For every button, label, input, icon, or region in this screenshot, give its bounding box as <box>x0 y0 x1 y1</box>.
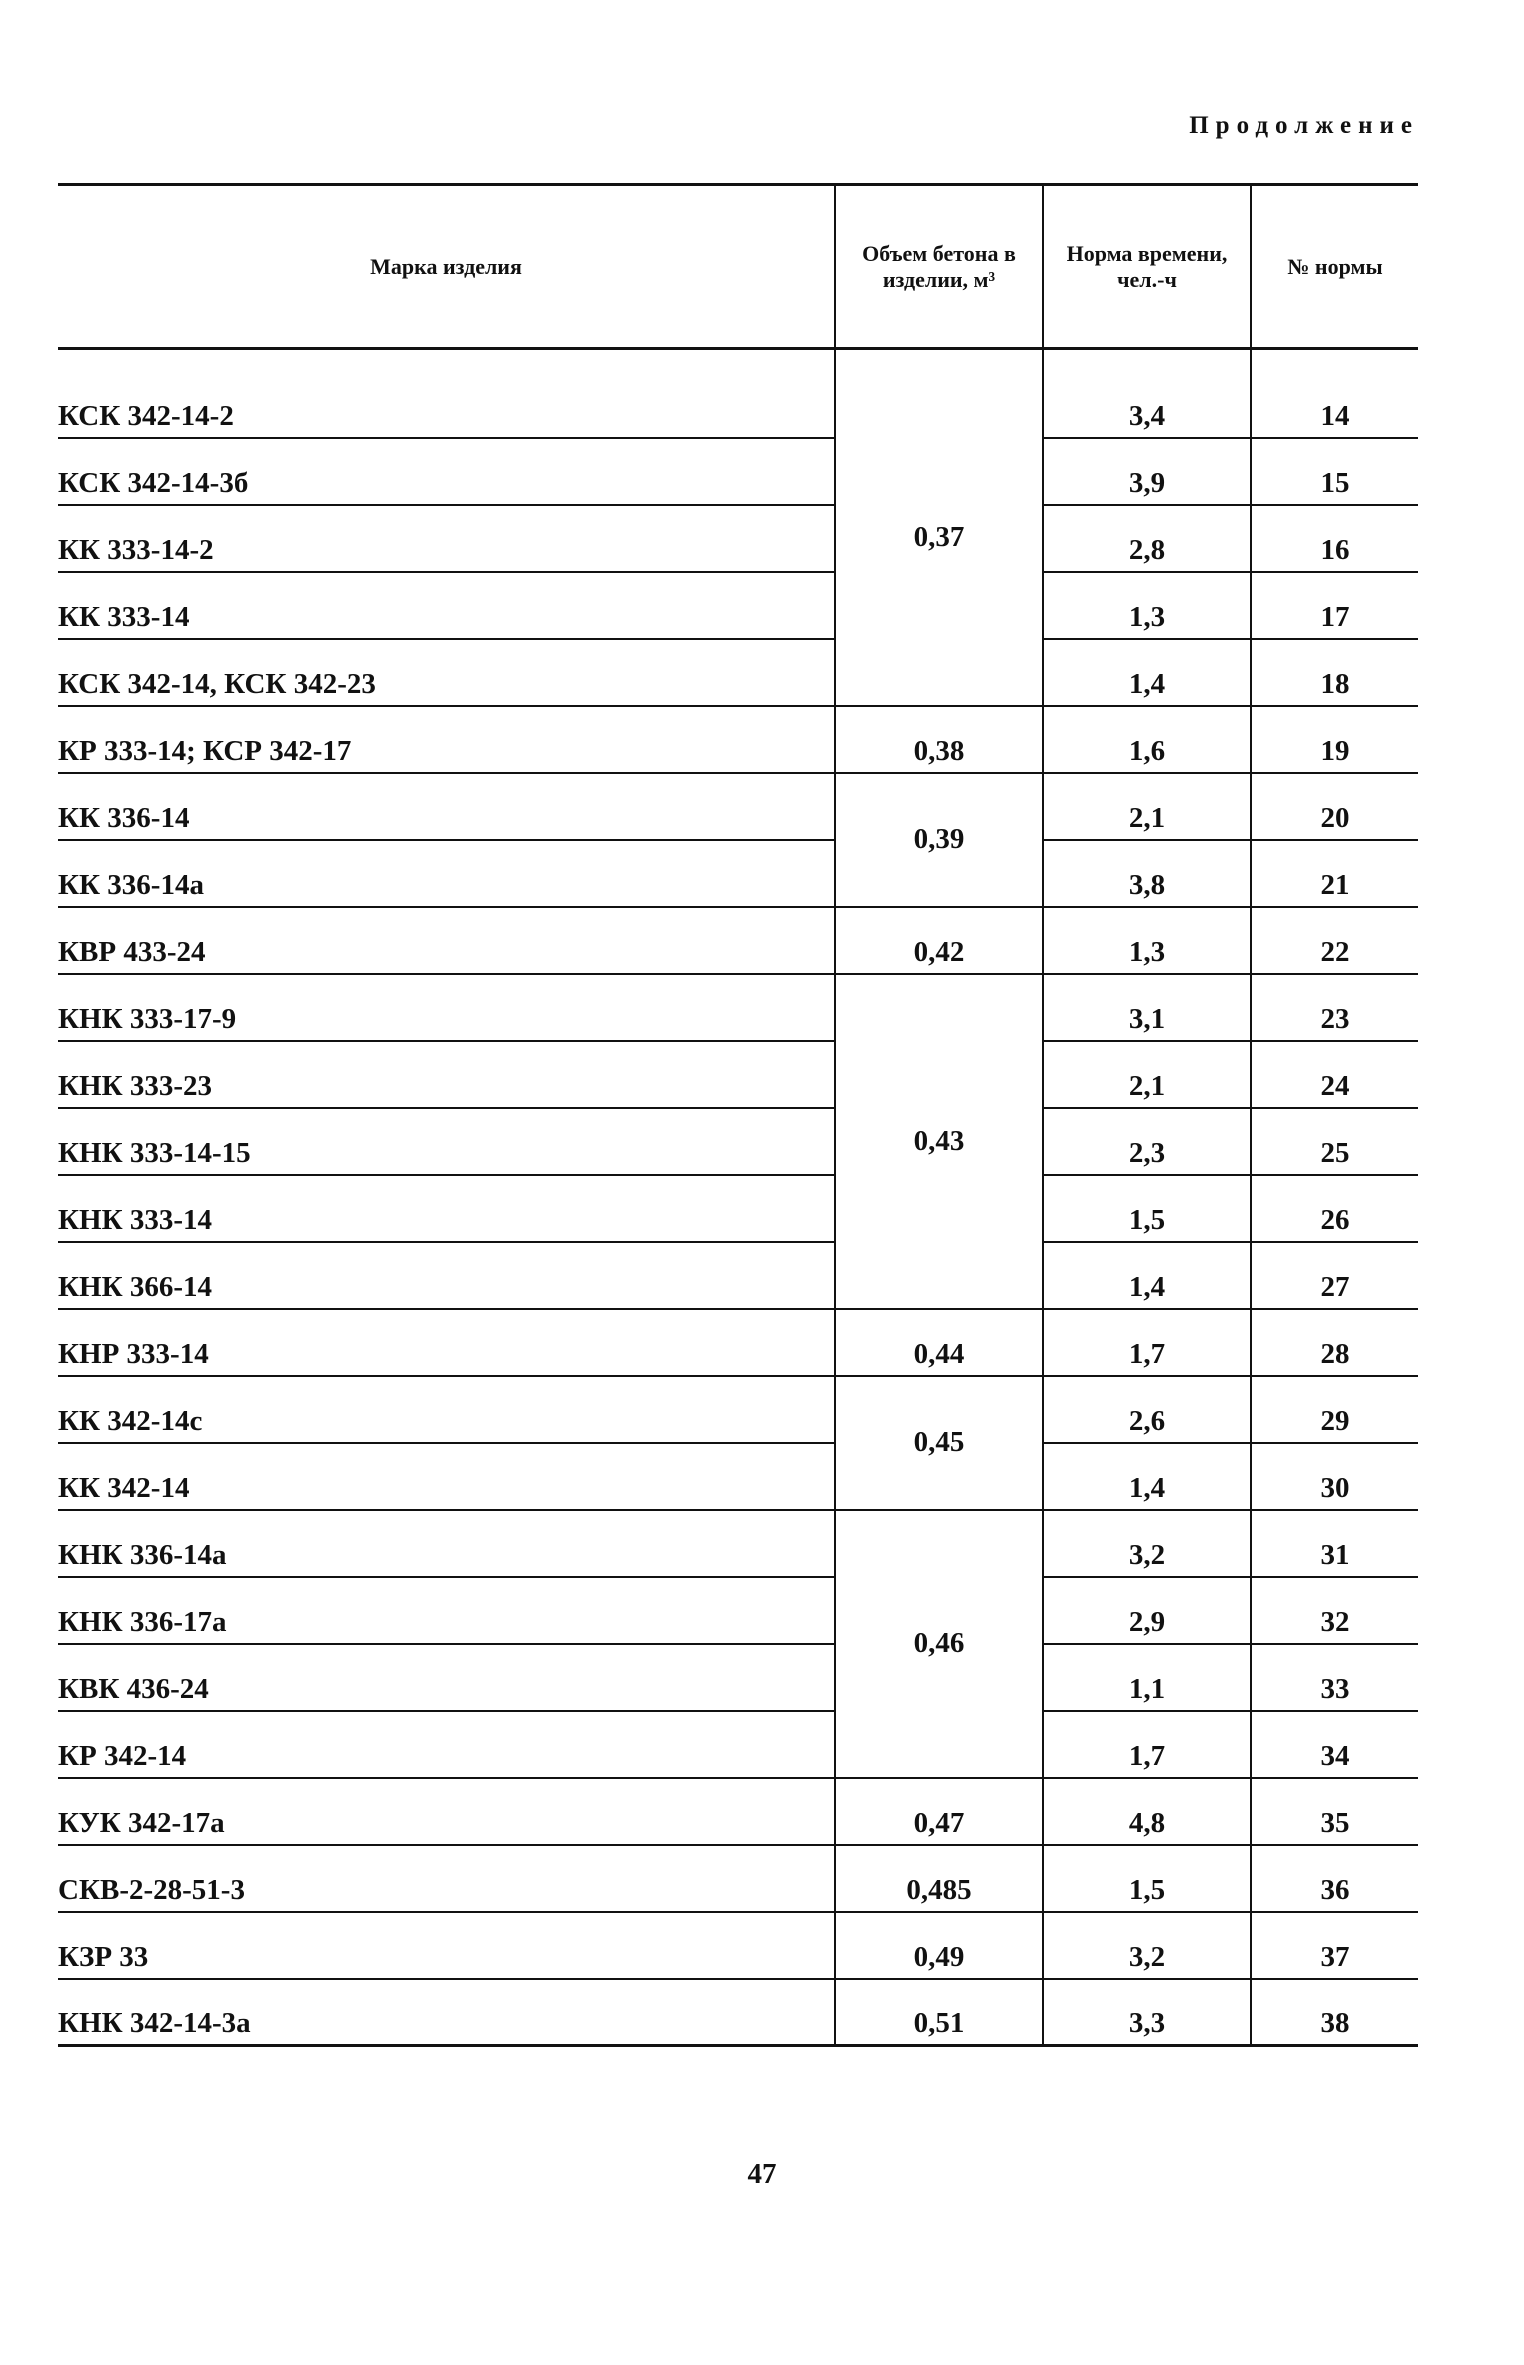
cell-norm-number: 31 <box>1251 1510 1418 1577</box>
cell-norm-number: 33 <box>1251 1644 1418 1711</box>
header-norm-number: № нормы <box>1251 185 1418 349</box>
cell-norm-number: 28 <box>1251 1309 1418 1376</box>
table-body <box>58 349 1418 2046</box>
cell-volume: 0,39 <box>835 773 1043 907</box>
cell-mark: КСК 342-14-2 <box>58 371 835 438</box>
cell-mark: КСК 342-14, КСК 342-23 <box>58 639 835 706</box>
cell-time-norm: 1,5 <box>1043 1845 1251 1912</box>
cell-mark: КНК 336-14а <box>58 1510 835 1577</box>
cell-volume: 0,42 <box>835 907 1043 974</box>
header-volume: Объем бетона в изделии, м³ <box>835 185 1043 349</box>
cell-mark: КНК 333-17-9 <box>58 974 835 1041</box>
cell-norm-number: 23 <box>1251 974 1418 1041</box>
cell-time-norm: 1,7 <box>1043 1711 1251 1778</box>
table-row <box>58 1644 1418 1711</box>
cell-time-norm: 2,1 <box>1043 773 1251 840</box>
table-row <box>58 572 1418 639</box>
cell-norm-number: 18 <box>1251 639 1418 706</box>
cell-volume: 0,44 <box>835 1309 1043 1376</box>
header-mark: Марка изделия <box>58 185 835 349</box>
table-row <box>58 1979 1418 2046</box>
cell-norm-number: 35 <box>1251 1778 1418 1845</box>
cell-mark: КК 336-14а <box>58 840 835 907</box>
cell-volume: 0,51 <box>835 1979 1043 2046</box>
page-number: 47 <box>747 2158 777 2190</box>
cell-time-norm: 1,7 <box>1043 1309 1251 1376</box>
cell-mark: КУК 342-17а <box>58 1778 835 1845</box>
cell-mark: КНК 333-14 <box>58 1175 835 1242</box>
cell-mark: КК 333-14-2 <box>58 505 835 572</box>
cell-time-norm: 3,4 <box>1043 371 1251 438</box>
table-row <box>58 371 1418 438</box>
table-row <box>58 773 1418 840</box>
cell-norm-number: 36 <box>1251 1845 1418 1912</box>
cell-time-norm: 1,5 <box>1043 1175 1251 1242</box>
table-row <box>58 1577 1418 1644</box>
cell-mark: КНК 342-14-3а <box>58 1979 835 2046</box>
cell-time-norm: 4,8 <box>1043 1778 1251 1845</box>
cell-norm-number: 21 <box>1251 840 1418 907</box>
cell-time-norm: 1,3 <box>1043 907 1251 974</box>
cell-volume: 0,47 <box>835 1778 1043 1845</box>
cell-time-norm: 3,8 <box>1043 840 1251 907</box>
cell-time-norm: 2,3 <box>1043 1108 1251 1175</box>
cell-time-norm: 2,1 <box>1043 1041 1251 1108</box>
cell-mark: КЗР 33 <box>58 1912 835 1979</box>
cell-mark: КР 342-14 <box>58 1711 835 1778</box>
cell-time-norm: 2,8 <box>1043 505 1251 572</box>
cell-norm-number: 25 <box>1251 1108 1418 1175</box>
cell-mark: КСК 342-14-3б <box>58 438 835 505</box>
cell-mark: КНК 333-23 <box>58 1041 835 1108</box>
cell-volume: 0,43 <box>835 974 1043 1309</box>
cell-norm-number: 27 <box>1251 1242 1418 1309</box>
table-row <box>58 974 1418 1041</box>
table-row <box>58 1108 1418 1175</box>
cell-norm-number: 16 <box>1251 505 1418 572</box>
cell-mark: КК 336-14 <box>58 773 835 840</box>
cell-time-norm: 3,2 <box>1043 1912 1251 1979</box>
cell-mark: КВК 436-24 <box>58 1644 835 1711</box>
cell-time-norm: 3,9 <box>1043 438 1251 505</box>
cell-norm-number: 26 <box>1251 1175 1418 1242</box>
table-row <box>58 840 1418 907</box>
cell-norm-number: 22 <box>1251 907 1418 974</box>
cell-time-norm: 2,9 <box>1043 1577 1251 1644</box>
cell-mark: КНР 333-14 <box>58 1309 835 1376</box>
cell-norm-number: 30 <box>1251 1443 1418 1510</box>
table-row <box>58 438 1418 505</box>
cell-time-norm: 1,4 <box>1043 1443 1251 1510</box>
cell-mark: КК 342-14с <box>58 1376 835 1443</box>
header-spacer-row <box>58 349 1418 371</box>
cell-time-norm: 1,1 <box>1043 1644 1251 1711</box>
cell-norm-number: 14 <box>1251 371 1418 438</box>
cell-mark: КК 333-14 <box>58 572 835 639</box>
header-time-norm: Норма времени, чел.-ч <box>1043 185 1251 349</box>
table-row <box>58 1175 1418 1242</box>
cell-norm-number: 15 <box>1251 438 1418 505</box>
table-header <box>58 185 1418 349</box>
cell-time-norm: 3,2 <box>1043 1510 1251 1577</box>
continuation-label: Продолжение <box>1189 112 1419 139</box>
cell-mark: КР 333-14; КСР 342-17 <box>58 706 835 773</box>
cell-norm-number: 32 <box>1251 1577 1418 1644</box>
table-row <box>58 706 1418 773</box>
cell-time-norm: 1,4 <box>1043 639 1251 706</box>
cell-volume: 0,485 <box>835 1845 1043 1912</box>
cell-time-norm: 3,1 <box>1043 974 1251 1041</box>
cell-norm-number: 37 <box>1251 1912 1418 1979</box>
cell-mark: КНК 333-14-15 <box>58 1108 835 1175</box>
table-row <box>58 1510 1418 1577</box>
cell-norm-number: 17 <box>1251 572 1418 639</box>
table-row <box>58 1309 1418 1376</box>
cell-norm-number: 34 <box>1251 1711 1418 1778</box>
table-row <box>58 505 1418 572</box>
cell-norm-number: 19 <box>1251 706 1418 773</box>
cell-mark: КНК 366-14 <box>58 1242 835 1309</box>
cell-mark: КВР 433-24 <box>58 907 835 974</box>
cell-time-norm: 2,6 <box>1043 1376 1251 1443</box>
cell-norm-number: 38 <box>1251 1979 1418 2046</box>
table-row <box>58 1711 1418 1778</box>
table-row <box>58 1443 1418 1510</box>
table-row <box>58 1041 1418 1108</box>
cell-norm-number: 29 <box>1251 1376 1418 1443</box>
table-row <box>58 639 1418 706</box>
cell-mark: КНК 336-17а <box>58 1577 835 1644</box>
norms-table <box>58 183 1418 2047</box>
cell-volume: 0,46 <box>835 1510 1043 1778</box>
cell-volume: 0,37 <box>835 371 1043 706</box>
cell-time-norm: 1,3 <box>1043 572 1251 639</box>
cell-time-norm: 1,4 <box>1043 1242 1251 1309</box>
cell-time-norm: 3,3 <box>1043 1979 1251 2046</box>
cell-volume: 0,38 <box>835 706 1043 773</box>
cell-norm-number: 24 <box>1251 1041 1418 1108</box>
table-row <box>58 1778 1418 1845</box>
table-row <box>58 1845 1418 1912</box>
cell-time-norm: 1,6 <box>1043 706 1251 773</box>
table-row <box>58 1376 1418 1443</box>
table-row <box>58 907 1418 974</box>
table-row <box>58 1912 1418 1979</box>
table-row <box>58 1242 1418 1309</box>
cell-volume: 0,45 <box>835 1376 1043 1510</box>
cell-volume: 0,49 <box>835 1912 1043 1979</box>
norms-table-container <box>58 183 1418 2047</box>
cell-norm-number: 20 <box>1251 773 1418 840</box>
cell-mark: КК 342-14 <box>58 1443 835 1510</box>
cell-mark: СКВ-2-28-51-3 <box>58 1845 835 1912</box>
